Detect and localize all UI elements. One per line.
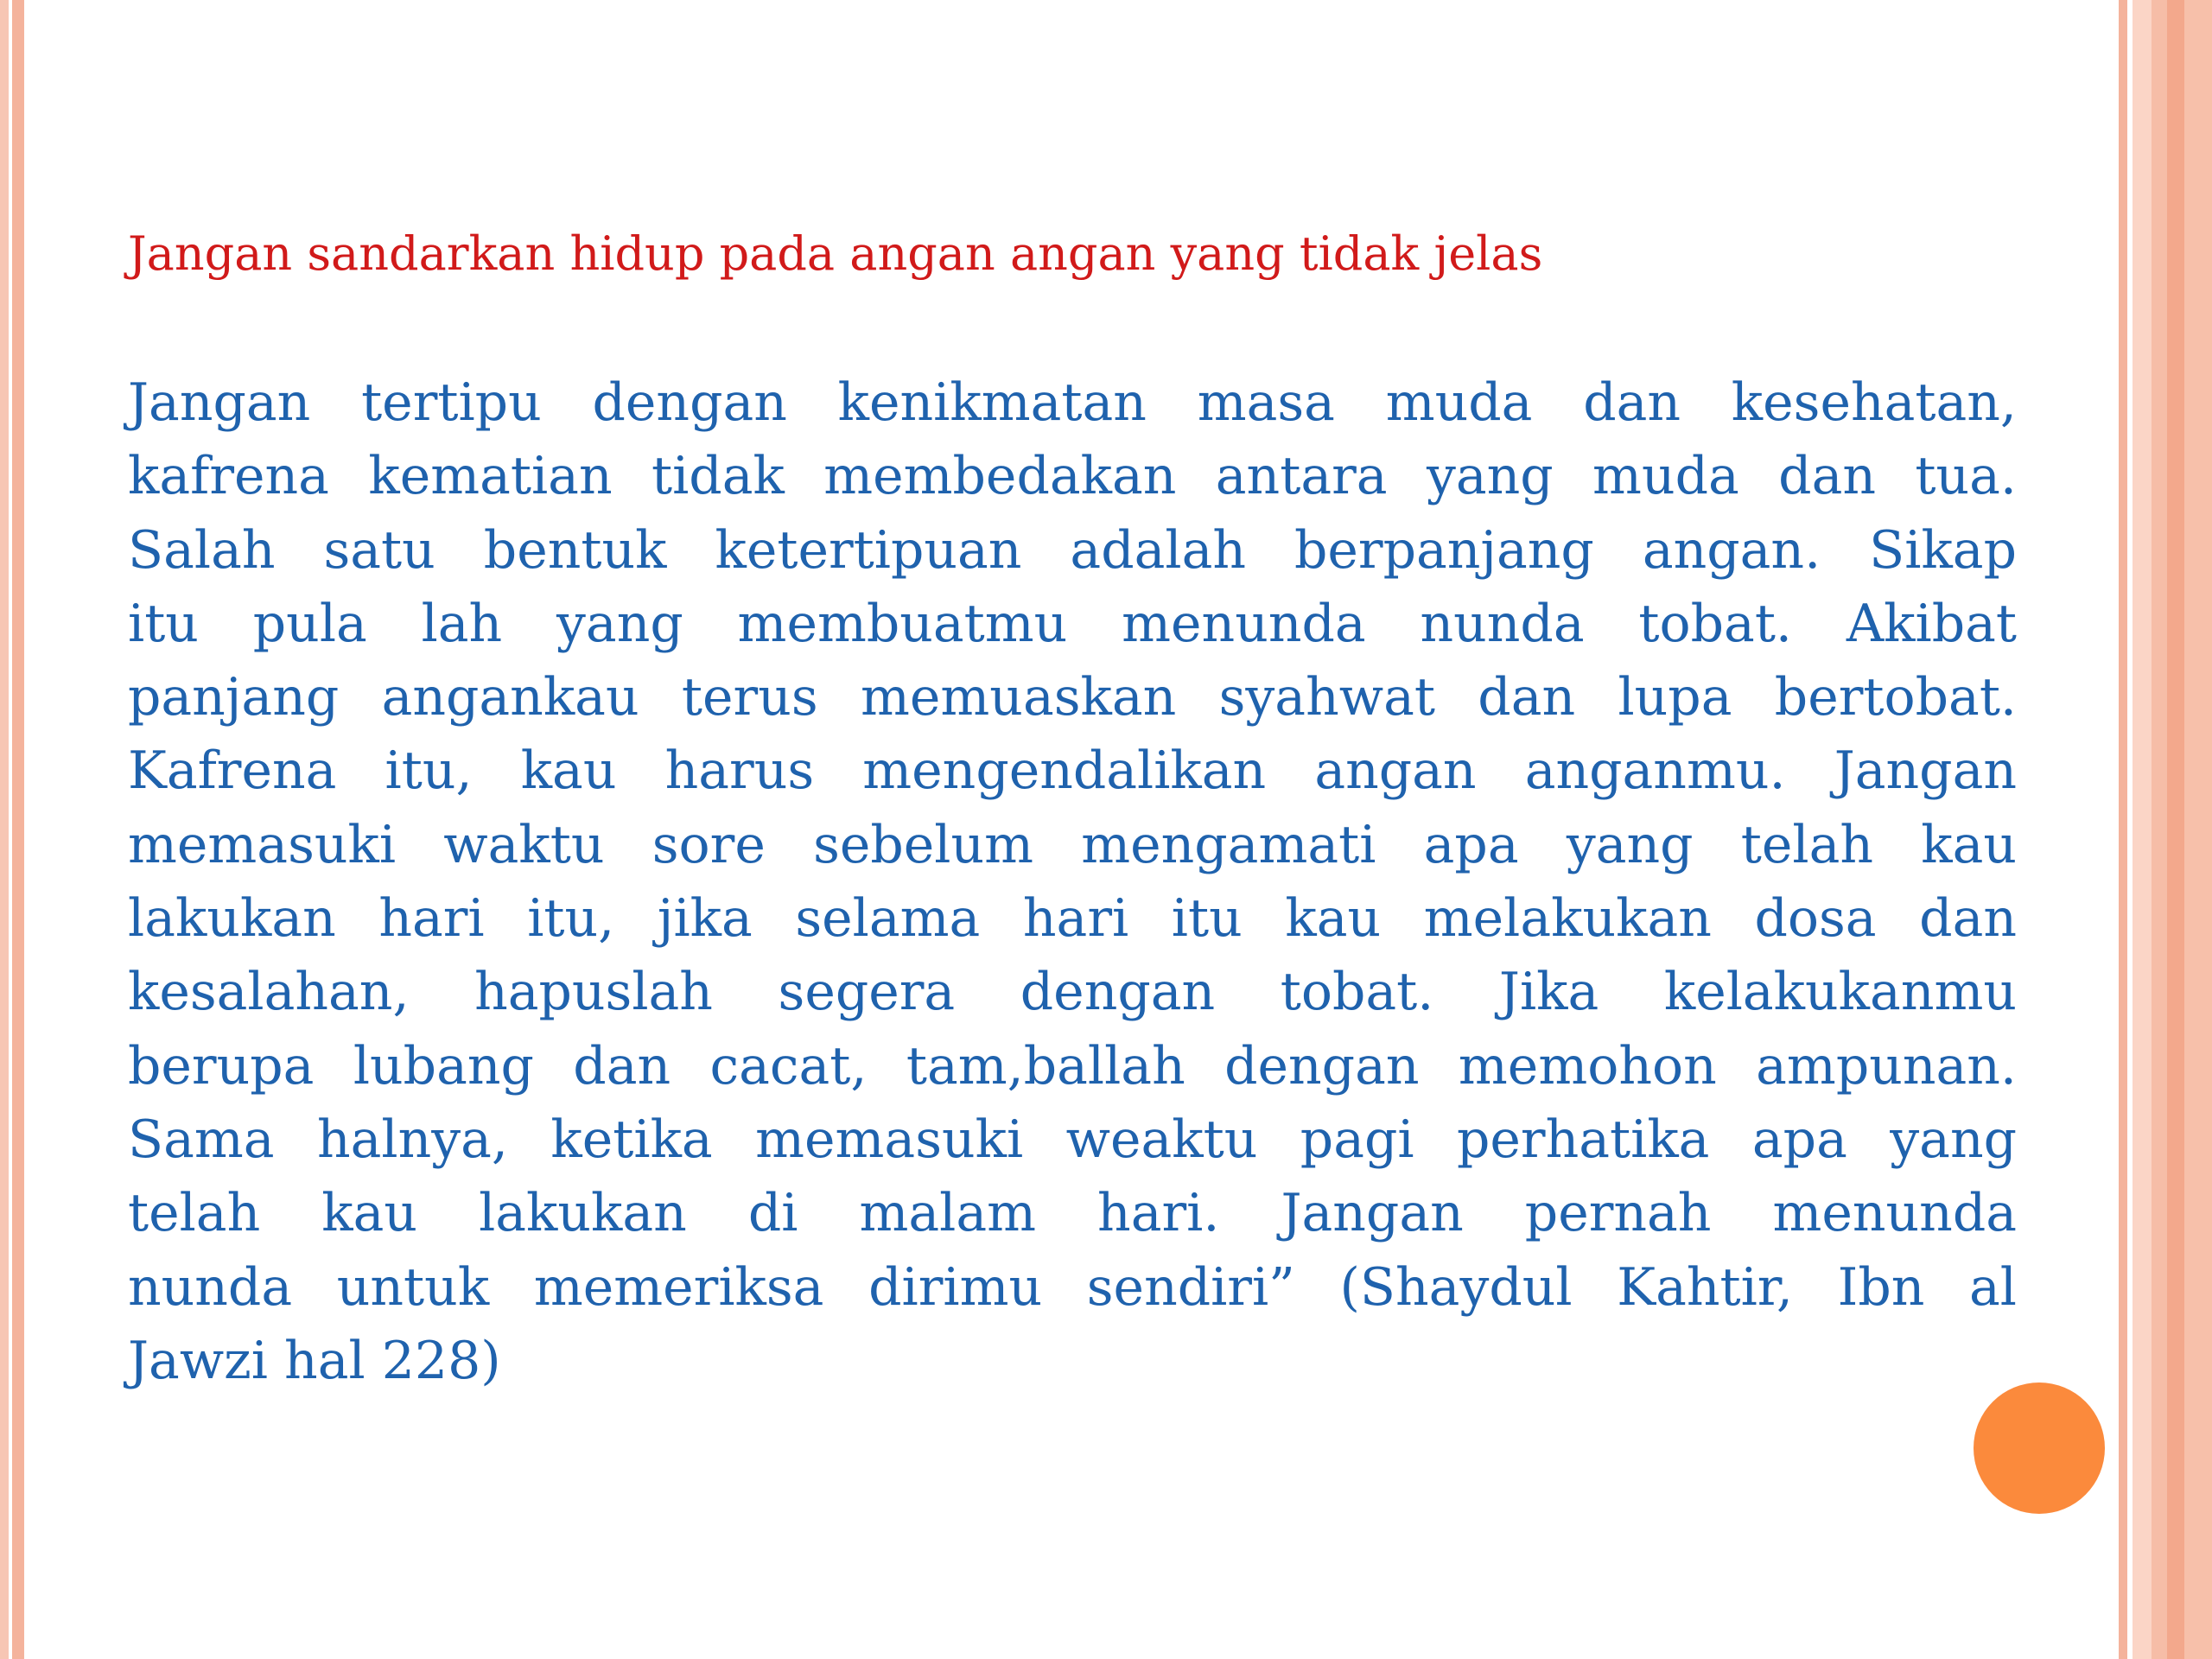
body-line: Jangan tertipu dengan kenikmatan masa muda dan kesehatan,: [128, 372, 2017, 433]
body-line: telah kau lakukan di malam hari. Jangan pernah menunda: [128, 1183, 2017, 1244]
slide-title: Jangan sandarkan hidup pada angan angan yang tidak jelas: [128, 226, 1543, 281]
body-line: itu pula lah yang membuatmu menunda nunda tobat. Akibat: [128, 593, 2017, 654]
body-line: Salah satu bentuk ketertipuan adalah berpanjang angan. Sikap: [128, 519, 2017, 581]
body-line: Kafrena itu, kau harus mengendalikan angan anganmu. Jangan: [128, 741, 2017, 802]
body-line: panjang angankau terus memuaskan syahwat dan lupa bertobat.: [128, 667, 2017, 728]
right-border-stripe-3: [2152, 0, 2167, 1659]
body-line: kesalahan, hapuslah segera dengan tobat. Jika kelakukanmu: [128, 962, 2017, 1023]
left-border-stripe: [0, 0, 9, 1659]
right-border-stripe-4: [2167, 0, 2184, 1659]
right-border-stripe-2: [2133, 0, 2152, 1659]
body-line: lakukan hari itu, jika selama hari itu kau melakukan dosa dan: [128, 888, 2017, 950]
body-line: kafrena kematian tidak membedakan antara yang muda dan tua.: [128, 446, 2017, 507]
left-border-stripe-inner: [12, 0, 24, 1659]
body-line: berupa lubang dan cacat, tam,ballah dengan memohon ampunan.: [128, 1035, 2017, 1096]
body-line: Jawzi hal 228): [128, 1330, 501, 1391]
slide-body: [128, 366, 2017, 1398]
body-line: nunda untuk memeriksa dirimu sendiri” (Shaydul Kahtir, Ibn al: [128, 1256, 2017, 1318]
body-line: Sama halnya, ketika memasuki weaktu pagi perhatika apa yang: [128, 1109, 2017, 1170]
orange-circle-decoration: [1974, 1382, 2105, 1514]
right-border-stripe-1: [2119, 0, 2127, 1659]
body-line: memasuki waktu sore sebelum mengamati apa yang telah kau: [128, 814, 2017, 875]
right-border-stripe-5: [2184, 0, 2212, 1659]
